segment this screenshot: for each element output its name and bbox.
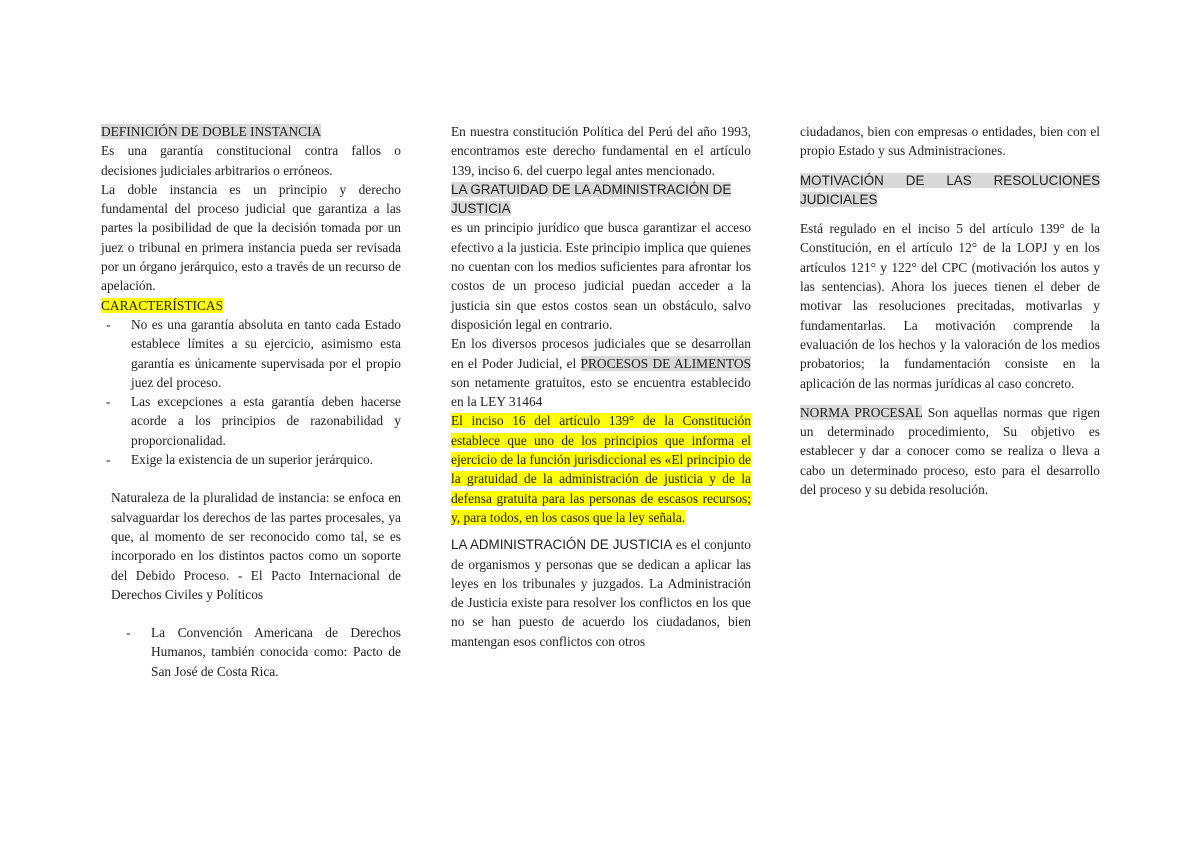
convencion-list: [101, 623, 401, 681]
spacer: [101, 469, 401, 488]
caracteristicas-list: [101, 315, 401, 469]
norma-procesal-paragraph: NORMA PROCESAL Son aquellas normas que rigen un determinado procedimiento, Su objetivo es establecer y dar a conocer como se realiza o lleva a cabo un determinado proceso, esto para el desarrollo del proceso y su debida resolución.: [800, 404, 1101, 498]
list-item: - La Convención Americana de Derechos Humanos, también conocida como: Pacto de San José de Costa Rica.: [151, 623, 401, 681]
motivacion-paragraph: Está regulado en el inciso 5 del artículo 139° de la Constitución, en el artículo 12° de la LOPJ y en los artículos 121° y 122° del CPC (motivación los autos y las sentencias). Ahora los jueces tienen el deber de motivar las resoluciones precitadas, motivarlas y fundamentarlas. La motivación comprende la evaluación de los hechos y la valoración de los medios probatorios; la fundamentación consiste en la aplicación de las normas jurídicas al caso concreto.: [800, 221, 1100, 391]
constitucion-paragraph: En nuestra constitución Política del Perú del año 1993, encontramos este derecho fundamental en el artículo 139, inciso 6. del cuerpo legal antes mencionado.: [451, 124, 751, 178]
motivacion-heading: MOTIVACIÓN DE LAS RESOLUCIONES JUDICIALES: [800, 172, 1100, 207]
administracion-paragraph: LA ADMINISTRACIÓN DE JUSTICIA es el conjunto de organismos y personas que se dedican a aplicar las leyes en los tribunales y juzgados. La Administración de Justicia existe para resolver los conflictos en los que no se han puesto de acuerdo los ciudadanos, bien mantengan esos conflictos con otros: [451, 537, 751, 649]
naturaleza-paragraph: Naturaleza de la pluralidad de instancia: se enfoca en salvaguardar los derechos de las partes procesales, ya que, al momento de ser reconocido como tal, se es incorporado en los distintos pactos como un soporte del Debido Proceso. - El Pacto Internacional de Derechos Civiles y Políticos: [111, 490, 401, 602]
column-1: [101, 122, 401, 681]
gratuidad-heading: LA GRATUIDAD DE LA ADMINISTRACIÓN DE JUSTICIA: [451, 181, 732, 217]
definicion-paragraph-1: Es una garantía constitucional contra fallos o decisiones judiciales arbitrarios o erróneos.: [101, 143, 401, 178]
column-3: [800, 122, 1100, 499]
gratuidad-paragraph: es un principio jurídico que busca garantizar el acceso efectivo a la justicia. Este principio implica que quienes no cuentan con los medios suficientes para afrontar los costos de un proceso judicial puedan acceder a la justicia sin que estos costos sean un obstáculo, salvo disposición legal en contrario.: [451, 220, 751, 332]
spacer: [800, 393, 1100, 403]
spacer: [451, 527, 751, 535]
spacer: [800, 161, 1100, 171]
continuacion-paragraph: ciudadanos, bien con empresas o entidades, bien con el propio Estado y sus Administraciones.: [800, 124, 1100, 159]
list-item: - Exige la existencia de un superior jerárquico.: [131, 450, 401, 469]
spacer: [101, 604, 401, 623]
definicion-paragraph-2: La doble instancia es un principio y derecho fundamental del proceso judicial que garantiza a las partes la posibilidad de que la decisión tomada por un juez o tribunal en primera instancia pueda ser revisada por un órgano jerárquico, esto a través de un recurso de apelación.: [101, 181, 401, 294]
inciso-16-paragraph: El inciso 16 del artículo 139° de la Constitución establece que uno de los principios que informa el ejercicio de la función jurisdiccional es «El principio de la gratuidad de la administración de justicia y de la defensa gratuita para las personas de escasos recursos; y, para todos, en los casos que la ley señala.: [451, 413, 751, 525]
list-item: - Las excepciones a esta garantía deben hacerse acorde a los principios de razonabilidad y proporcionalidad.: [131, 392, 401, 450]
procesos-alimentos-paragraph: En los diversos procesos judiciales que se desarrollan en el Poder Judicial, el PROCESOS DE ALIMENTOS son netamente gratuitos, esto se encuentra establecido en la LEY 31464: [451, 336, 751, 410]
caracteristicas-heading: CARACTERÍSTICAS: [101, 297, 224, 313]
column-2: [451, 122, 751, 651]
definicion-heading: DEFINICIÓN DE DOBLE INSTANCIA: [101, 124, 322, 139]
list-item: - No es una garantía absoluta en tanto cada Estado establece límites a su ejercicio, asimismo esta garantía es únicamente supervisada por el propio juez del proceso.: [131, 315, 401, 392]
spacer: [800, 209, 1100, 219]
